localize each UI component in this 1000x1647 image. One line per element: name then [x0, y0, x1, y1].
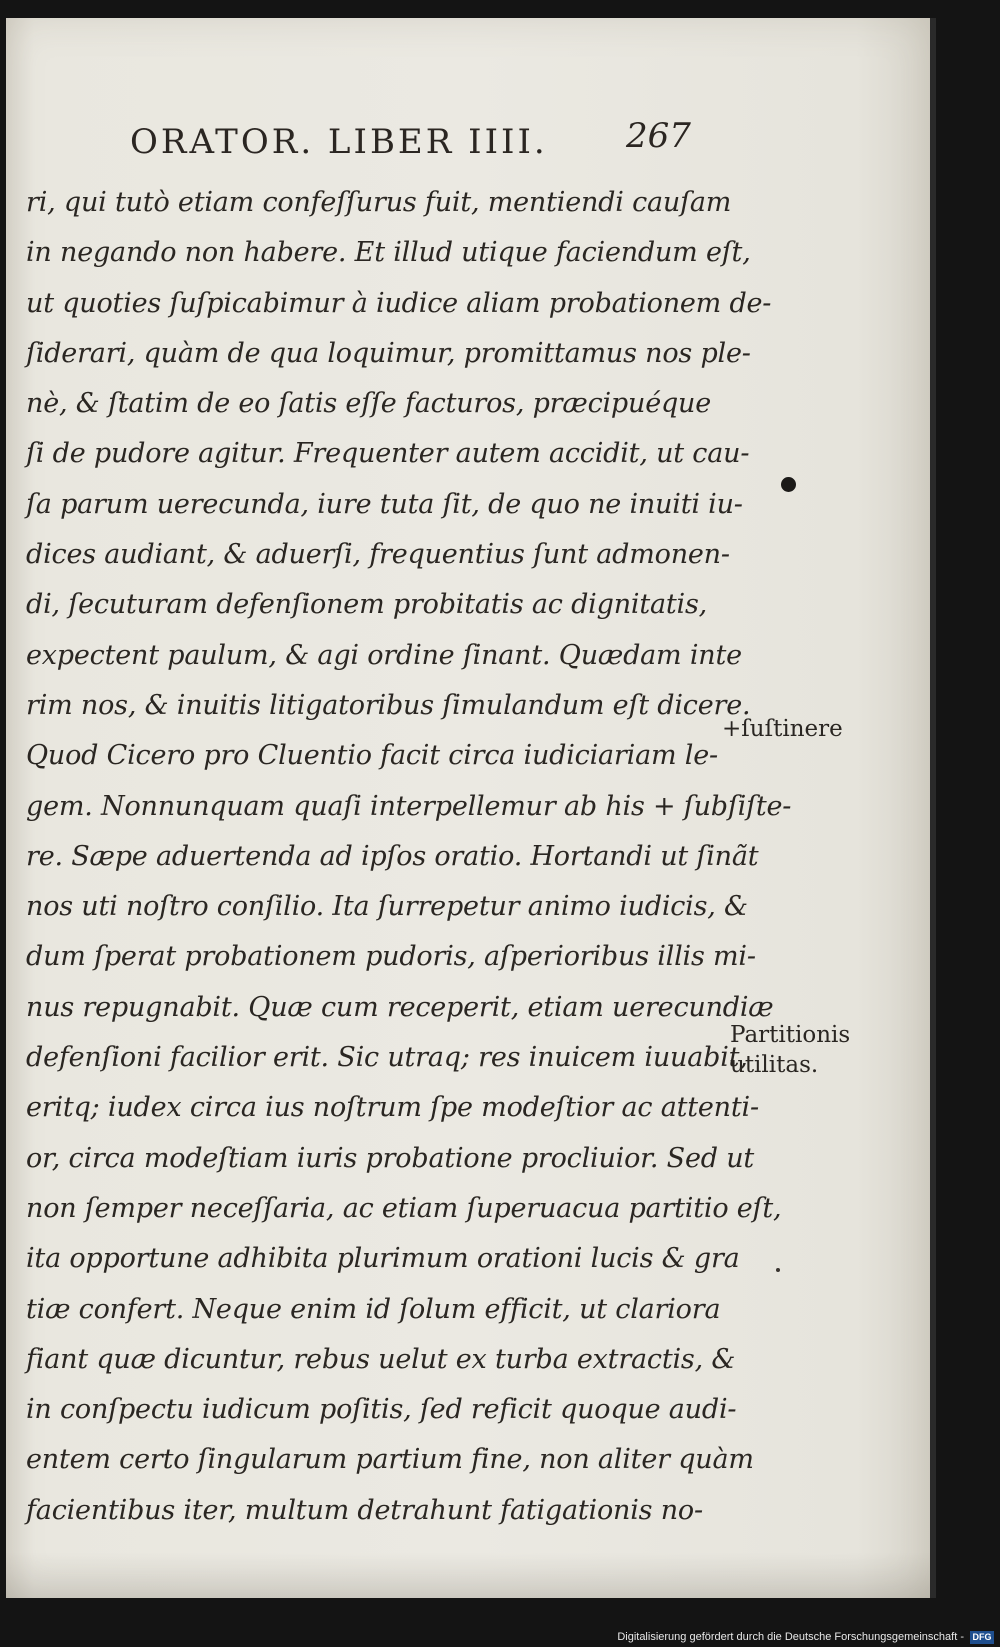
text-line: ſa parum uerecunda, iure tuta ſit, de quo ne inuiti iu-: [26, 488, 743, 520]
text-line: eritq; iudex circa ius noſtrum ſpe modeſtior ac attenti-: [26, 1092, 759, 1124]
text-line: expectent paulum, & agi ordine ſinant. Quædam inte: [26, 639, 742, 671]
text-line: in negando non habere. Et illud utique faciendum eſt,: [26, 237, 751, 269]
text-line: facientibus iter, multum detrahunt fatigationis no-: [26, 1494, 703, 1526]
page-number: 267: [626, 116, 691, 156]
text-line: Quod Cicero pro Cluentio facit circa iudiciariam le-: [26, 740, 718, 772]
text-line: non ſemper neceſſaria, ac etiam ſuperuacua partitio eſt,: [26, 1192, 782, 1224]
running-title: ORATOR. LIBER IIII.: [130, 122, 548, 162]
text-line: nè, & ſtatim de eo ſatis eſſe facturos, præcipuéque: [26, 388, 712, 420]
page-header: [130, 116, 691, 172]
text-line: nos uti noſtro conſilio. Ita ſurrepetur animo iudicis, &: [26, 891, 748, 923]
text-line: ut quoties ſuſpicabimur à iudice aliam probationem de-: [26, 287, 772, 319]
text-line: gem. Nonnunquam quaſi interpellemur ab his + ſubſiſte-: [26, 790, 792, 822]
text-line: di, ſecuturam defenſionem probitatis ac dignitatis,: [26, 589, 707, 621]
text-line: or, circa modeſtiam iuris probatione procliuior. Sed ut: [26, 1142, 755, 1174]
dfg-logo: DFG: [970, 1631, 994, 1644]
text-line: tiæ confert. Neque enim id ſolum efficit, ut clariora: [26, 1293, 721, 1325]
text-line: ſiderari, quàm de qua loquimur, promittamus nos ple-: [26, 337, 751, 369]
text-line: entem certo ſingularum partium fine, non aliter quàm: [26, 1444, 754, 1476]
book-page: [6, 18, 936, 1598]
text-line: in conſpectu iudicum poſitis, ſed reficit quoque audi-: [26, 1394, 737, 1426]
margin-note-line: utilitas.: [730, 1052, 819, 1078]
margin-note-partitionis: [730, 1020, 850, 1080]
text-line: rim nos, & inuitis litigatoribus ſimulandum eſt dicere.: [26, 689, 751, 721]
text-line: fiant quæ dicuntur, rebus uelut ex turba extractis, &: [26, 1343, 736, 1375]
margin-note-sustinere: [722, 714, 843, 744]
text-line: defenſioni facilior erit. Sic utraq; res inuicem iuuabit,: [26, 1042, 748, 1074]
text-line: nus repugnabit. Quæ cum receperit, etiam uerecundiæ: [26, 991, 774, 1023]
funding-credit: Digitalisierung gefördert durch die Deutsche Forschungsgemeinschaft -: [617, 1631, 964, 1643]
text-line: ita opportune adhibita plurimum orationi lucis & gra: [26, 1243, 740, 1275]
margin-note-text: +ſuſtinere: [722, 716, 843, 742]
margin-note-line: Partitionis: [730, 1022, 851, 1048]
text-line: ri, qui tutò etiam confeſſurus fuit, mentiendi cauſam: [26, 187, 732, 218]
text-line: ſi de pudore agitur. Frequenter autem accidit, ut cau-: [26, 438, 750, 470]
text-line: dum ſperat probationem pudoris, aſperioribus illis mi-: [26, 941, 756, 973]
ink-speck: [776, 1268, 780, 1272]
ink-blot: [781, 477, 796, 492]
text-line: re. Sæpe aduertenda ad ipſos oratio. Hortandi ut ſinãt: [26, 840, 759, 872]
text-line: dices audiant, & aduerſi, frequentius ſunt admonen-: [26, 539, 730, 571]
